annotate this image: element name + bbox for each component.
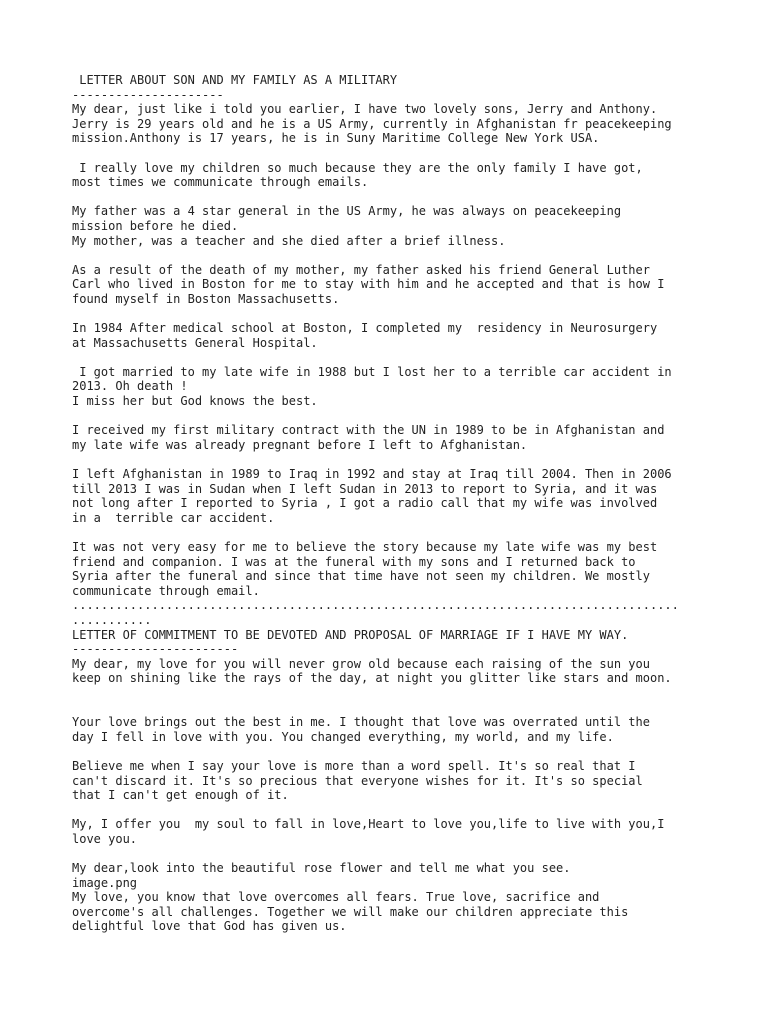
blank-line xyxy=(72,686,712,701)
text-line: As a result of the death of my mother, my father asked his friend General Luther xyxy=(72,262,650,277)
text-line: overcome's all challenges. Together we will make our children appreciate this xyxy=(72,904,629,919)
blank-line xyxy=(72,409,712,424)
text-line: LETTER ABOUT SON AND MY FAMILY AS A MILITARY xyxy=(72,73,398,87)
blank-line xyxy=(72,146,712,161)
text-line: not long after I reported to Syria , I got a radio call that my wife was involved xyxy=(72,496,658,511)
text-line: I left Afghanistan in 1989 to Iraq in 1992 and stay at Iraq till 2004. Then in 2006 xyxy=(72,467,672,482)
text-line: 2013. Oh death ! xyxy=(72,379,188,394)
text-line: till 2013 I was in Sudan when I left Sudan in 2013 to report to Syria, and it was xyxy=(72,481,658,496)
text-line: I really love my children so much because they are the only family I have got, xyxy=(72,160,643,175)
text-line: It was not very easy for me to believe the story because my late wife was my best xyxy=(72,540,658,554)
text-line: found myself in Boston Massachusetts. xyxy=(72,291,340,306)
blank-line xyxy=(72,452,712,467)
text-line: image.png xyxy=(72,875,138,890)
blank-line xyxy=(72,803,712,818)
text-line: Syria after the funeral and since that time have not seen my children. We mostly xyxy=(72,569,650,584)
text-line: I received my first military contract with the UN in 1989 to be in Afghanistan and xyxy=(72,423,665,438)
text-line: I got married to my late wife in 1988 but I lost her to a terrible car accident in xyxy=(72,364,672,379)
text-line: ----------------------- xyxy=(72,642,239,657)
text-line: communicate through email. xyxy=(72,583,260,598)
blank-line xyxy=(72,846,712,861)
text-line: My mother, was a teacher and she died after a brief illness. xyxy=(72,233,506,248)
text-line: friend and companion. I was at the funeral with my sons and I returned back to xyxy=(72,554,636,569)
text-line: My dear, just like i told you earlier, I have two lovely sons, Jerry and Anthony. xyxy=(72,102,658,117)
text-line: mission.Anthony is 17 years, he is in Suny Maritime College New York USA. xyxy=(72,131,600,146)
text-line: Your love brings out the best in me. I thought that love was overrated until the xyxy=(72,715,650,730)
blank-line xyxy=(72,744,712,759)
text-line: mission before he died. xyxy=(72,218,239,233)
text-line: at Massachusetts General Hospital. xyxy=(72,335,318,350)
text-line: In 1984 After medical school at Boston, I completed my residency in Neurosurgery xyxy=(72,321,658,336)
text-line: love you. xyxy=(72,831,138,846)
text-line: My, I offer you my soul to fall in love,Heart to love you,life to live with you,I xyxy=(72,817,665,832)
text-line: My love, you know that love overcomes all fears. True love, sacrifice and xyxy=(72,890,600,905)
text-line: .................................................................................... xyxy=(72,598,679,613)
text-line: day I fell in love with you. You changed everything, my world, and my life. xyxy=(72,729,614,744)
text-line: in a terrible car accident. xyxy=(72,510,275,525)
text-line: --------------------- xyxy=(72,87,224,102)
blank-line xyxy=(72,307,712,322)
blank-line xyxy=(72,350,712,365)
text-line: most times we communicate through emails. xyxy=(72,175,369,190)
document-body xyxy=(72,73,712,934)
text-line: LETTER OF COMMITMENT TO BE DEVOTED AND PROPOSAL OF MARRIAGE IF I HAVE MY WAY. xyxy=(72,627,629,642)
blank-line xyxy=(72,525,712,540)
blank-line xyxy=(72,190,712,205)
text-line: My dear,look into the beautiful rose flower and tell me what you see. xyxy=(72,861,571,876)
text-line: that I can't get enough of it. xyxy=(72,788,289,803)
text-line: Jerry is 29 years old and he is a US Army, currently in Afghanistan fr peacekeeping xyxy=(72,116,672,131)
text-line: I miss her but God knows the best. xyxy=(72,394,318,409)
text-line: my late wife was already pregnant before I left to Afghanistan. xyxy=(72,437,528,452)
text-line: ........... xyxy=(72,612,152,627)
text-line: My dear, my love for you will never grow old because each raising of the sun you xyxy=(72,656,650,671)
text-line: keep on shining like the rays of the day, at night you glitter like stars and moon. xyxy=(72,671,672,686)
text-line: Believe me when I say your love is more than a word spell. It's so real that I xyxy=(72,758,636,773)
text-line: can't discard it. It's so precious that everyone wishes for it. It's so special xyxy=(72,773,643,788)
text-line: Carl who lived in Boston for me to stay with him and he accepted and that is how I xyxy=(72,277,665,292)
blank-line xyxy=(72,248,712,263)
text-line: delightful love that God has given us. xyxy=(72,919,347,934)
text-line: My father was a 4 star general in the US Army, he was always on peacekeeping xyxy=(72,204,622,219)
blank-line xyxy=(72,701,712,716)
